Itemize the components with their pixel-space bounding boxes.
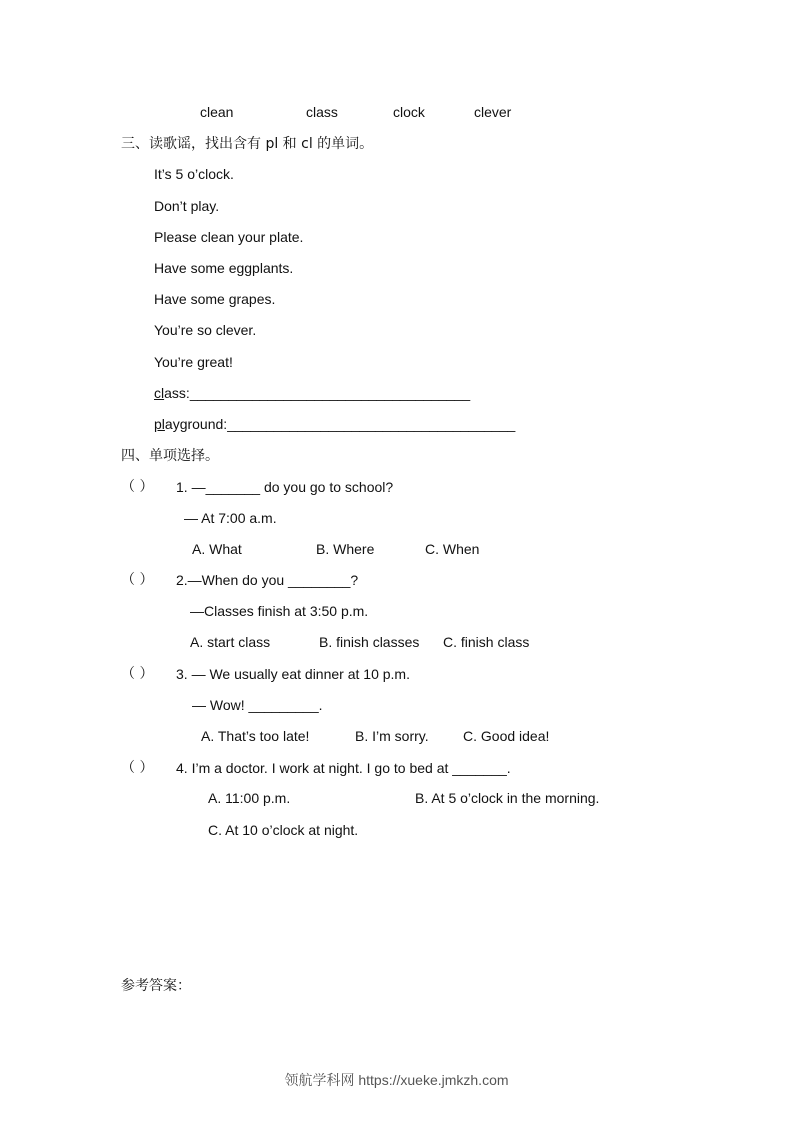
q3-option-c[interactable]: C. Good idea!	[463, 728, 550, 744]
fill-class-blank[interactable]: ____________________________________	[189, 385, 471, 401]
q4-answer-paren[interactable]: （ ）	[121, 760, 154, 776]
q1-answer-line: — At 7:00 a.m.	[184, 510, 277, 526]
word-class: class	[306, 104, 338, 120]
poem-line-2: Don’t play.	[154, 198, 220, 214]
word-clean: clean	[200, 104, 234, 120]
q2-option-a[interactable]: A. start class	[190, 634, 271, 650]
poem-line-6: You’re so clever.	[154, 322, 257, 338]
fill-class-prefix: cl	[154, 385, 165, 401]
q3-answer-line: — Wow! _________.	[192, 697, 323, 713]
q4-option-c[interactable]: C. At 10 o’clock at night.	[208, 822, 359, 838]
poem-line-3: Please clean your plate.	[154, 229, 304, 245]
fill-class-label: ass:	[164, 385, 190, 401]
q3-stem: 3. — We usually eat dinner at 10 p.m.	[176, 666, 410, 682]
q3-answer-paren[interactable]: （ ）	[121, 666, 154, 682]
q3-option-b[interactable]: B. I’m sorry.	[355, 728, 429, 744]
fill-playground-prefix: pl	[154, 416, 165, 432]
q1-option-b[interactable]: B. Where	[316, 541, 375, 557]
poem-line-4: Have some eggplants.	[154, 260, 294, 276]
poem-line-7: You’re great!	[154, 354, 233, 370]
q3-option-a[interactable]: A. That’s too late!	[201, 728, 310, 744]
q4-option-a[interactable]: A. 11:00 p.m.	[208, 790, 291, 806]
q4-option-b[interactable]: B. At 5 o’clock in the morning.	[415, 790, 600, 806]
poem-line-5: Have some grapes.	[154, 291, 276, 307]
q2-answer-line: —Classes finish at 3:50 p.m.	[190, 603, 369, 619]
q1-answer-paren[interactable]: （ ）	[121, 479, 154, 495]
poem-line-1: It’s 5 o’clock.	[154, 166, 234, 182]
answers-heading: 参考答案：	[121, 978, 191, 994]
fill-playground-line	[154, 415, 515, 433]
fill-class-line	[154, 384, 470, 402]
footer-watermark: 领航学科网 https://xueke.jmkzh.com	[284, 1072, 509, 1088]
q4-stem: 4. I’m a doctor. I work at night. I go to bed at _______.	[176, 760, 511, 776]
q2-stem: 2.—When do you ________?	[176, 572, 359, 588]
fill-playground-label: ayground:	[164, 416, 228, 432]
q1-stem: 1. —_______ do you go to school?	[176, 479, 394, 495]
q2-option-c[interactable]: C. finish class	[443, 634, 530, 650]
section4-heading: 四、单项选择。	[121, 448, 219, 464]
q2-option-b[interactable]: B. finish classes	[319, 634, 420, 650]
fill-playground-blank[interactable]: _____________________________________	[227, 416, 516, 432]
word-clock: clock	[393, 104, 425, 120]
q1-option-c[interactable]: C. When	[425, 541, 480, 557]
word-clever: clever	[474, 104, 512, 120]
q2-answer-paren[interactable]: （ ）	[121, 572, 154, 588]
section3-heading: 三、读歌谣，找出含有 pl 和 cl 的单词。	[121, 136, 374, 152]
q1-option-a[interactable]: A. What	[192, 541, 242, 557]
